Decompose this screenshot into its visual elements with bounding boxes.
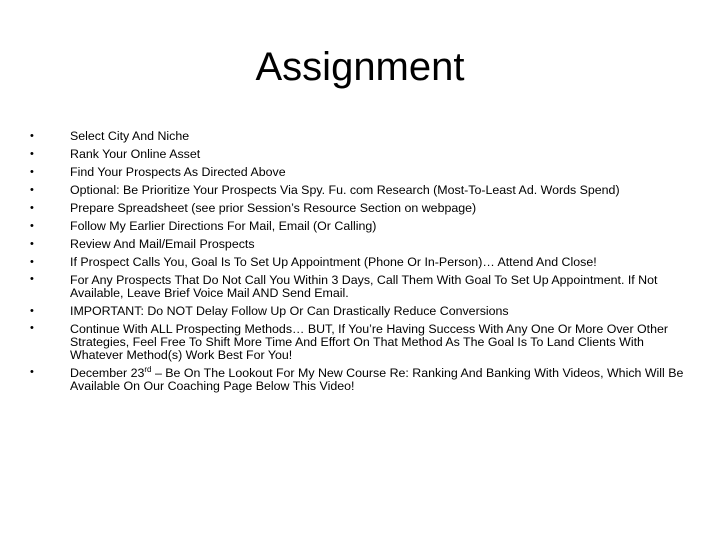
list-item-text-after: – Be On The Lookout For My New Course Re: Ranking And Banking With Videos, Which Will Be Available On Our Coaching Page Below This Video! xyxy=(70,366,684,393)
list-item-text: Find Your Prospects As Directed Above xyxy=(70,165,286,179)
list-item xyxy=(30,302,695,320)
slide-title: Assignment xyxy=(255,45,465,89)
list-item xyxy=(30,364,695,395)
bullet-icon: • xyxy=(30,273,34,285)
bullet-list xyxy=(30,127,695,395)
list-item-text: Select City And Niche xyxy=(70,129,190,143)
list-item xyxy=(30,181,695,199)
bullet-icon: • xyxy=(30,130,34,142)
list-item-text: Review And Mail/Email Prospects xyxy=(70,237,255,251)
ordinal-suffix: rd xyxy=(144,364,152,374)
list-item-text: IMPORTANT: Do NOT Delay Follow Up Or Can Drastically Reduce Conversions xyxy=(70,304,509,318)
bullet-icon: • xyxy=(30,305,34,317)
bullet-icon: • xyxy=(30,256,34,268)
bullet-icon: • xyxy=(30,366,34,378)
list-item-text: For Any Prospects That Do Not Call You Within 3 Days, Call Them With Goal To Set Up Appointment. If Not Available, Leave Brief Voice Mail AND Send Email. xyxy=(70,273,658,300)
list-item-text-before: December 23 xyxy=(70,366,145,380)
bullet-icon: • xyxy=(30,148,34,160)
list-item xyxy=(30,145,695,163)
list-item-text: If Prospect Calls You, Goal Is To Set Up Appointment (Phone Or In-Person)… Attend And Close! xyxy=(70,255,597,269)
bullet-icon: • xyxy=(30,220,34,232)
list-item xyxy=(30,271,695,302)
list-item xyxy=(30,127,695,145)
bullet-icon: • xyxy=(30,322,34,334)
list-item-text: Optional: Be Prioritize Your Prospects Via Spy. Fu. com Research (Most-To-Least Ad. Words Spend) xyxy=(70,183,620,197)
list-item-text: Prepare Spreadsheet (see prior Session’s Resource Section on webpage) xyxy=(70,201,477,215)
list-item xyxy=(30,253,695,271)
bullet-icon: • xyxy=(30,202,34,214)
list-item-text: Continue With ALL Prospecting Methods… BUT, If You’re Having Success With Any One Or More Over Other Strategies, Feel Free To Shift More Time And Effort On That Method As The Goal Is To Land Clients With Whatever Method(s) Work Best For You! xyxy=(70,322,668,362)
bullet-icon: • xyxy=(30,184,34,196)
list-item xyxy=(30,217,695,235)
list-item-text: Follow My Earlier Directions For Mail, Email (Or Calling) xyxy=(70,219,377,233)
list-item xyxy=(30,235,695,253)
list-item xyxy=(30,163,695,181)
list-item xyxy=(30,320,695,364)
bullet-icon: • xyxy=(30,238,34,250)
list-item-text xyxy=(70,366,683,393)
list-item-text: Rank Your Online Asset xyxy=(70,147,201,161)
list-item xyxy=(30,199,695,217)
bullet-icon: • xyxy=(30,166,34,178)
